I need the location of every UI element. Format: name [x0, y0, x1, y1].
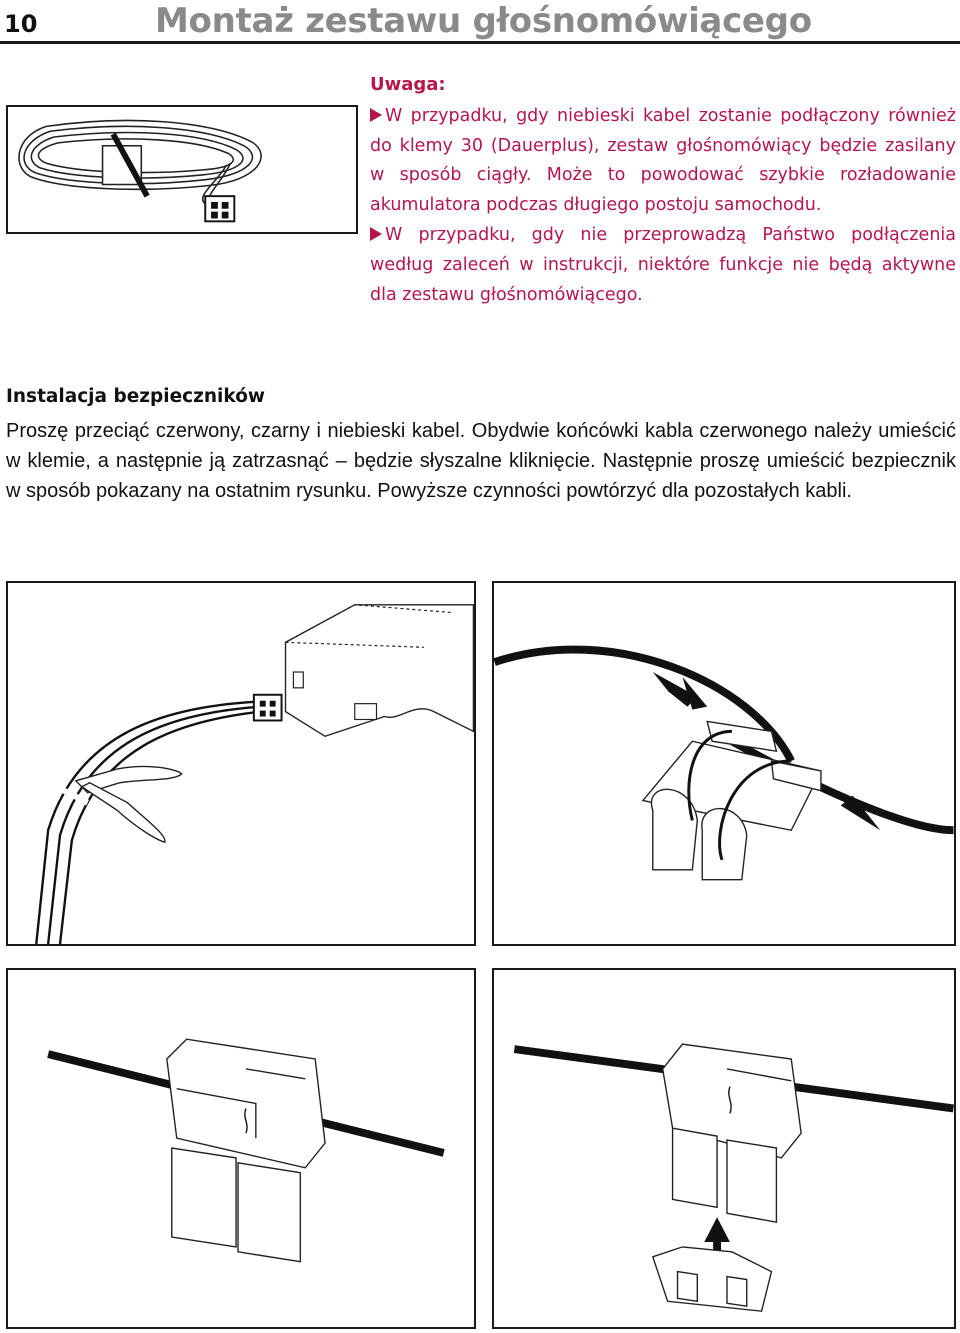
page-number: 10 — [0, 0, 44, 44]
note-item-1-text: W przypadku, gdy niebieski kabel zostanie podłączony również do klemy 30 (Dauerplus), zestaw głośnomówiący będzie zasilany w sposób ciągły. Może to powodować szybkie rozładowanie akumulatora podczas długiego postoju samochodu. — [370, 105, 956, 216]
insert-fuse-drawing — [494, 970, 954, 1327]
note-box — [370, 70, 956, 310]
figure-insert-cable-clamp — [492, 581, 956, 946]
figure-insert-fuse — [492, 968, 956, 1329]
note-heading: Uwaga: — [370, 74, 446, 95]
cable-illustration — [6, 105, 358, 234]
note-item-2 — [370, 221, 956, 310]
section-body: Proszę przeciąć czerwony, czarny i niebieski kabel. Obydwie końcówki kabla czerwonego należy umieścić w klemie, a następnie ją zatrzasnąć – będzie słyszalne kliknięcie. Następnie proszę umieścić bezpiecznik w sposób pokazany na ostatnim rysunku. Powyższe czynności powtórzyć dla pozostałych kabli. — [6, 420, 956, 502]
triangle-bullet-icon — [370, 108, 382, 122]
section-heading: Instalacja bezpieczników — [6, 386, 265, 407]
figure-cut-cables — [6, 581, 476, 946]
figure-closed-clamp — [6, 968, 476, 1329]
cut-cables-drawing — [8, 583, 474, 944]
page-title: Montaż zestawu głośnomówiącego — [155, 1, 812, 41]
note-item-1 — [370, 102, 956, 221]
cable-coil-drawing — [8, 107, 356, 232]
triangle-bullet-icon — [370, 227, 382, 241]
note-item-2-text: W przypadku, gdy nie przeprowadzą Państwo podłączenia według zaleceń w instrukcji, niektóre funkcje nie będą aktywne dla zestawu głośnomówiącego. — [370, 224, 956, 305]
closed-clamp-drawing — [8, 970, 474, 1327]
insert-clamp-drawing — [494, 583, 954, 944]
